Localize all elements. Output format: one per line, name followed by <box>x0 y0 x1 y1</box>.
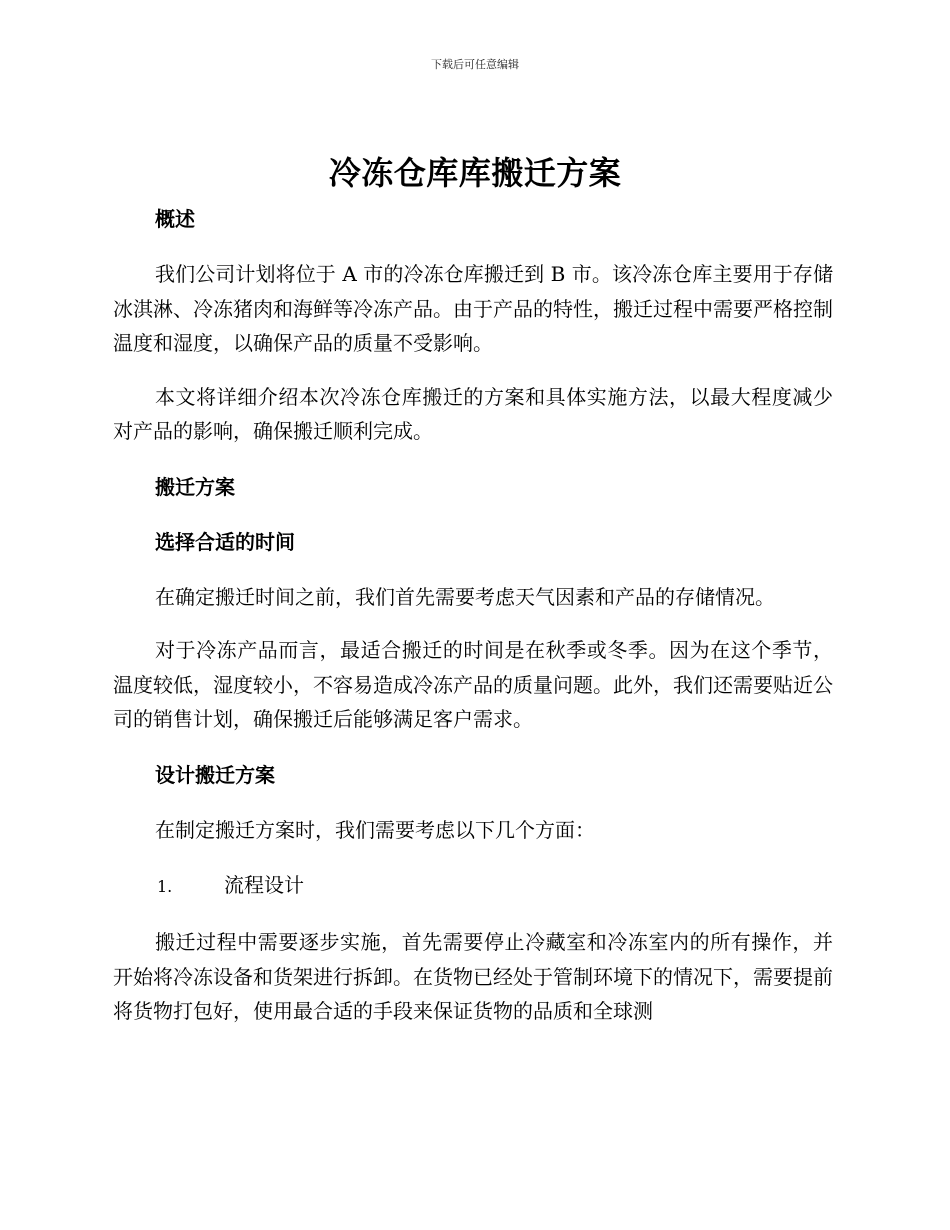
section-heading-design: 设计搬迁方案 <box>155 762 275 787</box>
list-item-label: 流程设计 <box>224 873 304 897</box>
paragraph-time-2: 对于冷冻产品而言，最适合搬迁的时间是在秋季或冬季。因为在这个季节，温度较低，湿度较小，不容易造成冷冻产品的质量问题。此外，我们还需要贴近公司的销售计划，确保搬迁后能够满足客户需求。 <box>113 638 833 731</box>
section-heading-overview: 概述 <box>155 207 195 231</box>
paragraph-overview-2: 本文将详细介绍本次冷冻仓库搬迁的方案和具体实施方法，以最大程度减少对产品的影响，确保搬迁顺利完成。 <box>113 384 833 443</box>
section-heading-plan: 搬迁方案 <box>155 474 235 499</box>
list-item-process-design <box>113 868 833 904</box>
paragraph-overview-1: 我们公司计划将位于 A 市的冷冻仓库搬迁到 B 市。该冷冻仓库主要用于存储冰淇淋、冷冻猪肉和海鲜等冷冻产品。由于产品的特性，搬迁过程中需要严格控制温度和湿度，以确保产品的质量不受影响。 <box>113 262 833 355</box>
document-body <box>113 202 833 1029</box>
paragraph-time-1: 在确定搬迁时间之前，我们首先需要考虑天气因素和产品的存储情况。 <box>155 584 775 609</box>
list-item-number: 1. <box>157 877 173 896</box>
paragraph-design-1: 在制定搬迁方案时，我们需要考虑以下几个方面： <box>155 817 595 842</box>
paragraph-process-1: 搬迁过程中需要逐步实施，首先需要停止冷藏室和冷冻室内的所有操作，并开始将冷冻设备和货架进行拆卸。在货物已经处于管制环境下的情况下，需要提前将货物打包好，使用最合适的手段来保证货物的品质和全球测 <box>113 930 833 1023</box>
section-heading-time: 选择合适的时间 <box>155 529 295 554</box>
document-title: 冷冻仓库库搬迁方案 <box>328 154 622 192</box>
header-note: 下载后可任意编辑 <box>431 58 519 71</box>
